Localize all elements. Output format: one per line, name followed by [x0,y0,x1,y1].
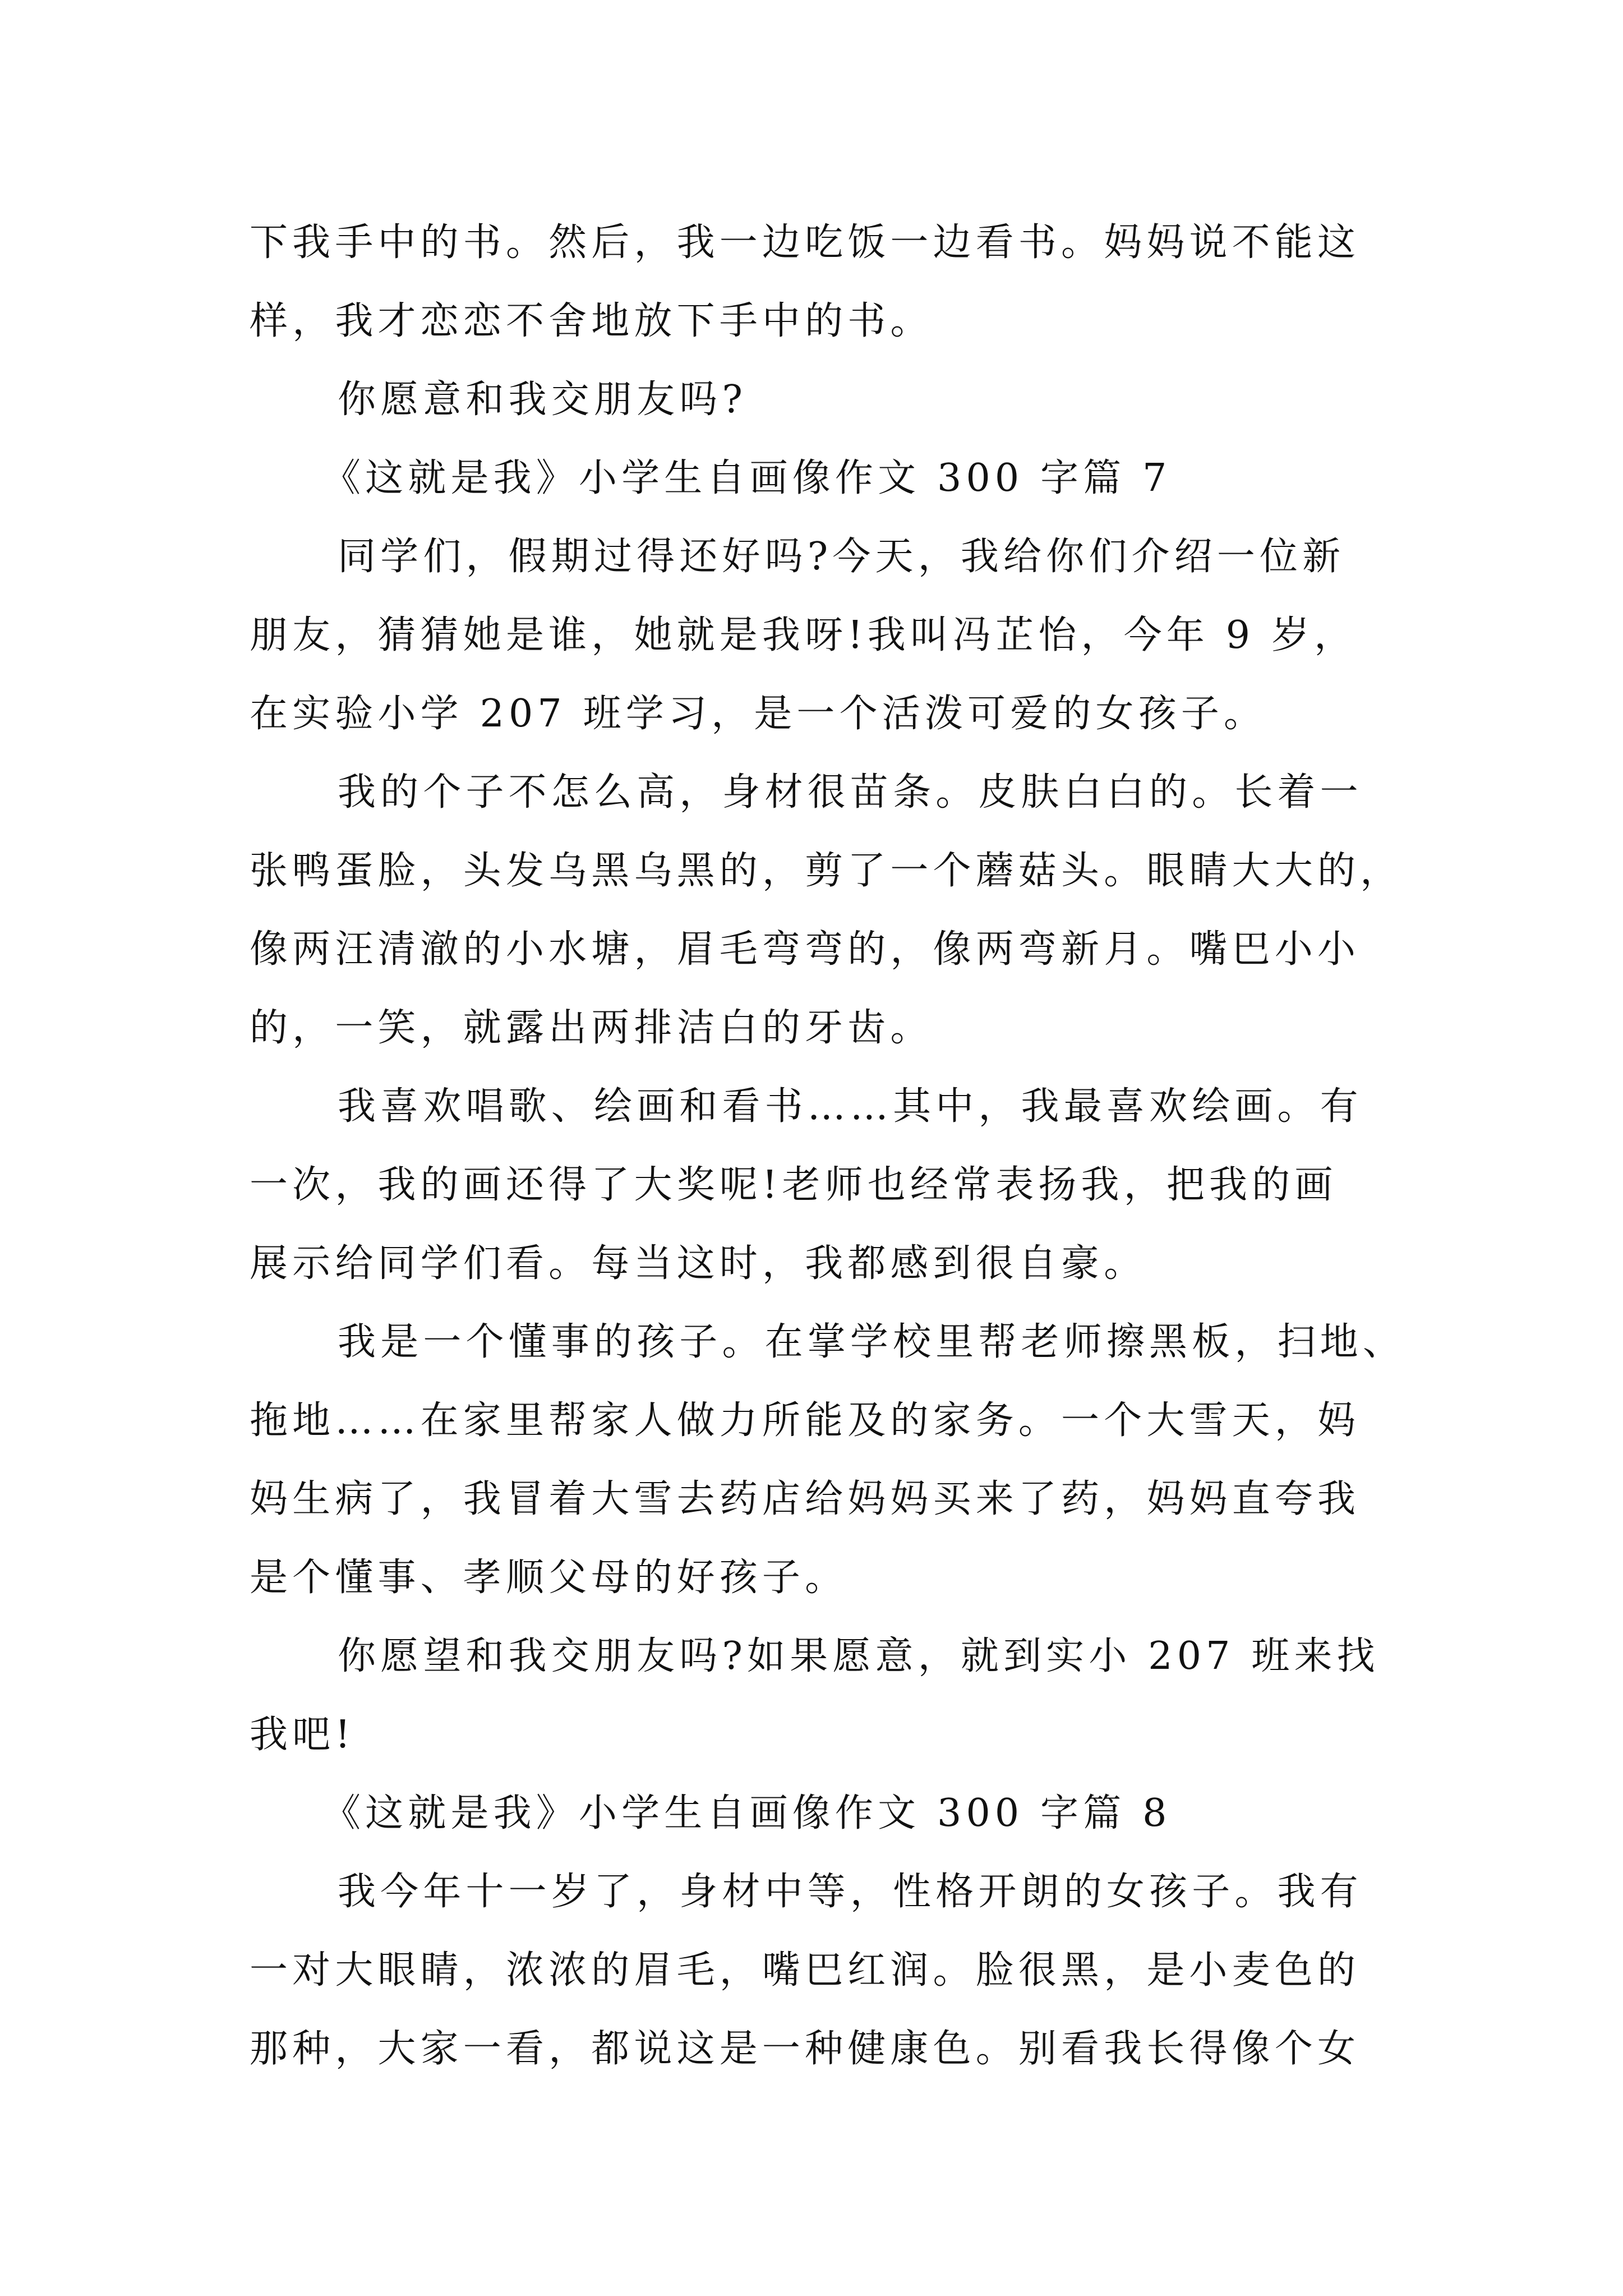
text-line: 朋友，猜猜她是谁，她就是我呀!我叫冯芷怡，今年 9 岁， [250,613,1357,657]
paragraph [250,204,1394,361]
paragraph [250,361,1394,439]
text-line: 妈生病了，我冒着大雪去药店给妈妈买来了药，妈妈直夸我 [250,1477,1361,1521]
paragraph [250,1068,1394,1303]
text-line: 我的个子不怎么高，身材很苗条。皮肤白白的。长着一 [338,770,1363,815]
text-line: 同学们，假期过得还好吗?今天，我给你们介绍一位新 [338,535,1345,579]
text-line: 我今年十一岁了，身材中等，性格开朗的女孩子。我有 [338,1870,1363,1914]
text-line: 是个懂事、孝顺父母的好孩子。 [250,1556,848,1600]
document-body [250,204,1406,2088]
section-heading: 《这就是我》小学生自画像作文 300 字篇 8 [322,1791,1172,1835]
text-line: 一次，我的画还得了大奖呢!老师也经常表扬我，把我的画 [250,1163,1338,1207]
text-line: 你愿意和我交朋友吗? [338,378,748,422]
text-line: 在实验小学 207 班学习，是一个活泼可爱的女孩子。 [250,692,1267,736]
section-heading: 《这就是我》小学生自画像作文 300 字篇 7 [322,456,1172,500]
text-line: 那种，大家一看，都说这是一种健康色。别看我长得像个女 [250,2027,1361,2071]
text-line: 我喜欢唱歌、绘画和看书……其中，我最喜欢绘画。有 [338,1084,1363,1129]
text-line: 展示给同学们看。每当这时，我都感到很自豪。 [250,1241,1147,1286]
text-line: 的，一笑，就露出两排洁白的牙齿。 [250,1006,933,1050]
text-line: 张鸭蛋脸，头发乌黑乌黑的，剪了一个蘑菇头。眼睛大大的， [250,849,1403,893]
text-line: 像两汪清澈的小水塘，眉毛弯弯的，像两弯新月。嘴巴小小 [250,927,1361,972]
text-line: 你愿望和我交朋友吗?如果愿意，就到实小 207 班来找 [338,1634,1380,1678]
text-line: 我是一个懂事的孩子。在掌学校里帮老师擦黑板，扫地、 [338,1320,1406,1364]
text-line: 拖地……在家里帮家人做力所能及的家务。一个大雪天，妈 [250,1398,1361,1443]
paragraph [250,1303,1406,1617]
paragraph [250,1853,1394,2088]
text-line: 我吧! [250,1713,355,1757]
text-line: 下我手中的书。然后，我一边吃饭一边看书。妈妈说不能这 [250,220,1361,265]
text-line: 一对大眼睛，浓浓的眉毛，嘴巴红润。脸很黑，是小麦色的 [250,1948,1361,1993]
paragraph [250,518,1394,753]
paragraph [250,753,1403,1068]
text-line: 样，我才恋恋不舍地放下手中的书。 [250,299,933,343]
paragraph [250,1617,1394,1774]
